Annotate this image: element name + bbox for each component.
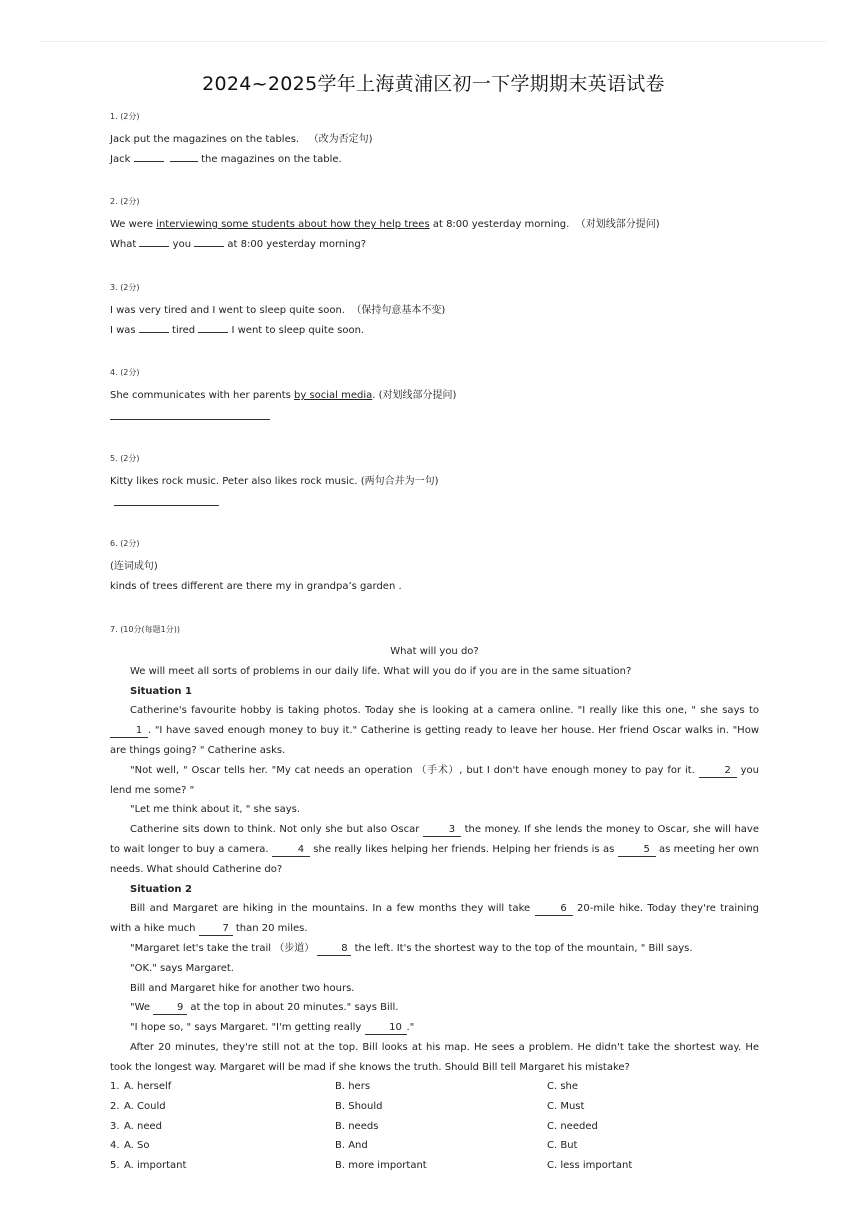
option-row [110,1136,760,1156]
question-score: (2分) [120,539,140,548]
question-score: (2分) [120,368,140,377]
option-a[interactable]: A. important [124,1160,187,1172]
question-score: (2分) [120,112,140,121]
question-number: 6. [110,539,118,548]
question-instruction: . (对划线部分提问) [372,390,457,401]
question-score: (10分(每题1分)) [120,625,180,634]
question-text: I was very tired and I went to sleep quite soon. [110,305,345,316]
passage-paragraph: "OK." says Margaret. [130,962,234,974]
question-4 [110,367,760,406]
option-row [110,1077,760,1097]
question-text: We were [110,219,157,230]
cloze-blank[interactable]: 10 [365,1022,407,1035]
cloze-blank[interactable]: 4 [272,844,310,857]
question-instruction: （对划线部分提问) [575,219,660,230]
passage-paragraph: "Not well, " Oscar tells her. "My cat needs an operation （手术）, but I don't have enough money to pay for it. 2 you lend me some? " [110,764,759,796]
option-a[interactable]: A. need [124,1120,163,1132]
cloze-blank[interactable]: 5 [618,844,656,857]
question-number: 7. [110,625,118,634]
question-score: (2分) [120,283,140,292]
question-6 [110,538,760,597]
answer-text: at 8:00 yesterday morning? [227,239,367,250]
question-7 [110,624,760,635]
cloze-blank[interactable]: 8 [317,943,351,956]
passage-title: What will you do? [390,646,479,657]
answer-options [110,1077,760,1176]
question-number: 1. [110,112,118,121]
question-3 [110,282,760,341]
question-text: Jack put the magazines on the tables. [110,134,300,145]
answer-text: I was [110,325,136,336]
passage-paragraph: Bill and Margaret hike for another two hours. [130,982,355,994]
question-text: kinds of trees different are there my in grandpa’s garden . [110,581,402,592]
question-text: She communicates with her parents [110,390,294,401]
section-heading: Situation 2 [130,883,192,895]
option-row [110,1097,760,1117]
option-c[interactable]: C. she [547,1081,579,1092]
passage-paragraph: "Let me think about it, " she says. [130,804,301,816]
option-a[interactable]: A. herself [124,1081,172,1092]
question-instruction: （保持句意基本不变) [351,305,446,316]
passage-paragraph: Catherine's favourite hobby is taking photos. Today she is looking at a camera online. "I really like this one, " she says to 1 . "I have saved enough money to buy it." Catherine is getting ready to leave her house. Her friend Oscar walks in. "How are things going? " Catherine asks. [110,705,759,756]
passage-paragraph: Bill and Margaret are hiking in the mountains. In a few months they will take 6 20-mile hike. Today they're training with a hike much 7 than 20 miles. [110,903,759,935]
passage-paragraph: Catherine sits down to think. Not only she but also Oscar 3 the money. If she lends the money to Oscar, she will have to wait longer to buy a camera. 4 she really likes helping her friends. Helping her friends is as 5 as meeting her own needs. What should Catherine do? [110,824,759,875]
header-divider [40,41,827,42]
answer-blank[interactable] [194,236,224,247]
answer-text: I went to sleep quite soon. [231,325,365,336]
answer-blank[interactable] [139,322,169,333]
cloze-blank[interactable]: 9 [153,1002,187,1015]
answer-text: you [172,239,192,250]
question-number: 5. [110,454,118,463]
passage-paragraph: After 20 minutes, they're still not at the top. Bill looks at his map. He sees a problem. He didn't take the shortest way. He took the longest way. Margaret will be mad if she knows the truth. Should Bill tell Margaret his mistake? [110,1041,759,1073]
cloze-blank[interactable]: 6 [535,903,573,916]
answer-line[interactable] [114,505,219,506]
question-number: 2. [110,197,118,206]
underlined-part: by social media [294,390,373,401]
cloze-passage [110,642,759,1078]
passage-paragraph: "I hope so, " says Margaret. "I'm getting really 10 ." [130,1022,415,1034]
option-c[interactable]: C. needed [547,1120,598,1132]
passage-paragraph: "We 9 at the top in about 20 minutes." says Bill. [130,1002,399,1014]
option-number: 1. [110,1081,120,1092]
section-heading: Situation 1 [130,685,192,697]
option-b[interactable]: B. hers [335,1081,371,1092]
option-c[interactable]: C. less important [547,1160,633,1172]
option-b[interactable]: B. needs [335,1120,379,1132]
option-number: 2. [110,1100,120,1112]
question-instruction: （改为否定句) [308,134,373,145]
option-b[interactable]: B. Should [335,1100,383,1112]
question-instruction: (连词成句) [110,561,158,572]
option-b[interactable]: B. more important [335,1160,427,1172]
answer-text: tired [172,325,196,336]
answer-blank[interactable] [139,236,169,247]
passage-paragraph: We will meet all sorts of problems in our daily life. What will you do if you are in the same situation? [130,665,632,677]
underlined-part: interviewing some students about how they help trees [156,219,430,230]
question-text: Kitty likes rock music. Peter also likes rock music. (两句合并为一句) [110,476,439,487]
question-1 [110,111,760,170]
question-score: (2分) [120,197,140,206]
option-number: 4. [110,1140,120,1152]
cloze-blank[interactable]: 2 [699,765,737,778]
option-a[interactable]: A. Could [124,1100,166,1112]
question-text: at 8:00 yesterday morning. [429,219,570,230]
cloze-blank[interactable]: 3 [423,824,461,837]
question-number: 3. [110,283,118,292]
passage-paragraph: "Margaret let's take the trail （步道） 8 the left. It's the shortest way to the top of the mountain, " Bill says. [130,942,693,954]
option-number: 3. [110,1120,120,1132]
answer-line[interactable] [110,419,270,420]
answer-blank[interactable] [198,322,228,333]
question-number: 4. [110,368,118,377]
page-title: 2024~2025学年上海黄浦区初一下学期期末英语试卷 [202,73,665,95]
option-b[interactable]: B. And [335,1140,368,1152]
option-row [110,1117,760,1137]
answer-text: Jack [110,154,131,165]
question-score: (2分) [120,454,140,463]
option-row [110,1156,760,1176]
answer-blank[interactable] [134,151,164,162]
option-c[interactable]: C. Must [547,1100,585,1112]
question-2 [110,196,760,255]
answer-blank[interactable] [170,151,198,162]
option-c[interactable]: C. But [547,1140,578,1152]
option-number: 5. [110,1160,120,1172]
answer-text: What [110,239,137,250]
answer-text: the magazines on the table. [201,154,342,165]
question-5 [110,453,760,492]
option-a[interactable]: A. So [124,1140,150,1152]
cloze-blank[interactable]: 1 [110,725,148,738]
cloze-blank[interactable]: 7 [199,923,233,936]
